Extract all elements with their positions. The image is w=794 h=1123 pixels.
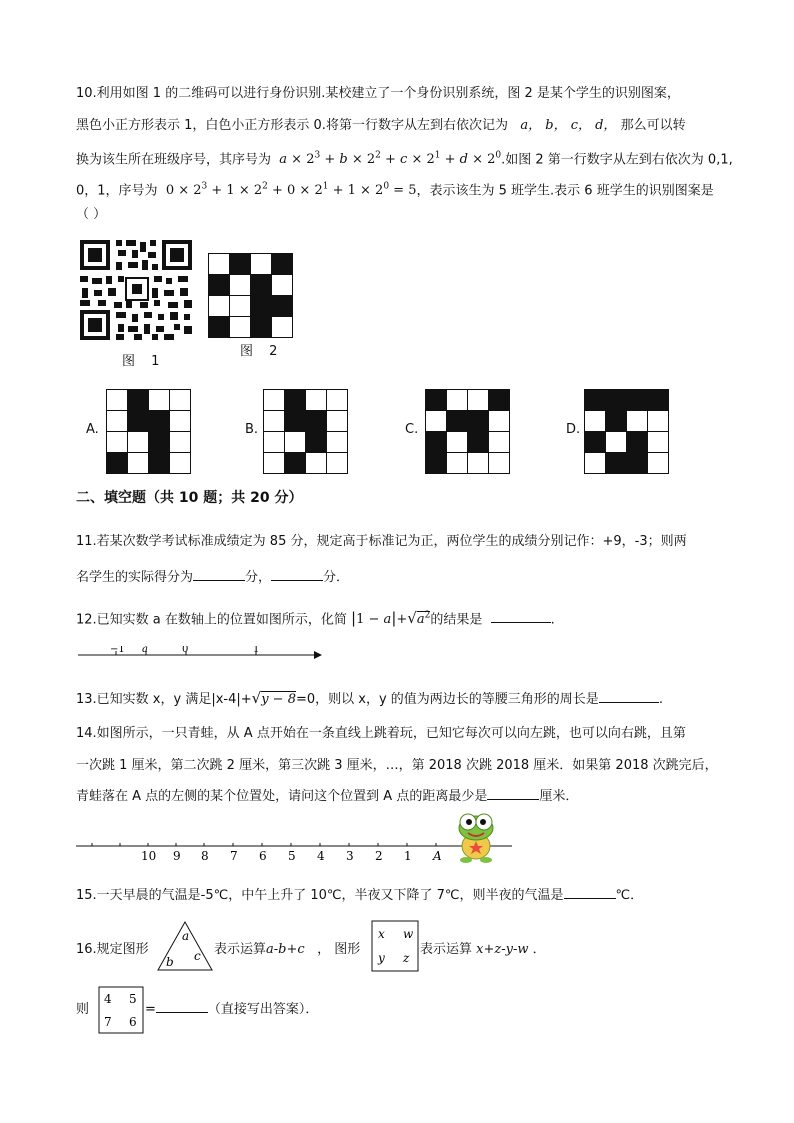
q16-op1: a-b+c — [266, 942, 305, 957]
fig2-cell — [230, 275, 250, 295]
fig2-cell — [209, 296, 229, 316]
q10-line2 — [76, 116, 686, 136]
q16-box2-bl: 7 — [104, 1015, 112, 1029]
q10-line4-tail: ，表示该生为 5 班学生.表示 6 班学生的识别图案是 — [416, 183, 714, 199]
option-b-cell — [285, 390, 305, 410]
option-b-cell — [285, 432, 305, 452]
q10-variables: a， b， c， d， — [512, 118, 617, 133]
q15-blank[interactable] — [564, 886, 616, 899]
option-d-cell — [585, 411, 605, 431]
q13-period: . — [658, 692, 663, 707]
q16-answer-line — [145, 1000, 318, 1020]
q16-box-z: z — [403, 951, 410, 965]
option-b-cell — [306, 432, 326, 452]
fig2-label: 图 2 — [240, 344, 284, 359]
option-b-cell — [264, 390, 284, 410]
option-c-cell — [489, 390, 509, 410]
q16-line-end — [420, 940, 546, 960]
option-a-cell — [149, 453, 169, 473]
option-d-cell — [606, 411, 626, 431]
fig2-cell — [230, 296, 250, 316]
fig2-cell — [209, 275, 229, 295]
option-d-cell — [585, 453, 605, 473]
qr-code-figure — [78, 238, 196, 342]
option-c-cell — [447, 453, 467, 473]
option-d-cell — [648, 432, 668, 452]
q16-then: 则 — [76, 1002, 90, 1017]
q12-expression: $|1 - a|+√a^2$ — [351, 609, 431, 628]
q12-text: 12.已知实数 a 在数轴上的位置如图所示，化简 — [76, 612, 347, 628]
fig2-cell — [251, 296, 271, 316]
option-a-grid[interactable] — [106, 389, 191, 474]
fig2-cell — [272, 254, 292, 274]
option-d-cell — [627, 411, 647, 431]
q12-tick-a: a — [142, 646, 148, 655]
q11-unit-2: 分． — [323, 570, 350, 585]
option-d-cell — [648, 411, 668, 431]
fig2-cell — [209, 254, 229, 274]
q10-example-formula: $0 \times 2^3 + 1 \times 2^2 + 0 \times 2^1 + 1 \times 2^0 = 5$ — [161, 182, 417, 199]
q14-axis-label: 5 — [288, 849, 296, 863]
q16-box-x: x — [378, 927, 385, 941]
option-d-cell — [606, 453, 626, 473]
option-a-cell — [107, 411, 127, 431]
q14-axis-label: 10 — [141, 849, 157, 863]
q14-unit: 厘米． — [539, 789, 579, 804]
option-b-cell — [285, 411, 305, 431]
option-c-label[interactable]: C. — [405, 422, 419, 437]
option-c-cell — [426, 453, 446, 473]
option-b-cell — [306, 411, 326, 431]
option-c-cell — [447, 432, 467, 452]
q14-axis-label: 4 — [317, 849, 325, 863]
q11-unit-1: 分， — [245, 570, 272, 585]
fig2-cell — [230, 317, 250, 337]
option-a-cell — [170, 432, 190, 452]
option-d-grid[interactable] — [584, 389, 669, 474]
q16-text-b: 表示运算 — [214, 942, 267, 957]
q10-formula: $a \times 2^3 + b \times 2^2 + c \times 2^1 + d \times 2^0$ — [275, 151, 502, 168]
option-a-cell — [128, 453, 148, 473]
q16-text-c: ， 图形 — [317, 942, 361, 957]
option-a-cell — [128, 390, 148, 410]
option-d-cell — [585, 390, 605, 410]
q11-line2 — [76, 568, 349, 588]
option-a-cell — [149, 390, 169, 410]
q10-line3-tail: .如图 2 第一行数字从左到右依次为 0,1, — [501, 152, 733, 168]
q14-axis-label: 2 — [375, 849, 383, 863]
option-b-cell — [264, 432, 284, 452]
q14-line3 — [76, 787, 578, 807]
option-b-label[interactable]: B. — [245, 422, 259, 437]
fig2-cell — [209, 317, 229, 337]
q15-line — [76, 886, 643, 906]
q14-axis-label: 7 — [230, 849, 238, 863]
fig2-cell — [272, 317, 292, 337]
q16-box-w: w — [403, 927, 414, 941]
option-d-label[interactable]: D. — [566, 422, 581, 437]
option-c-cell — [489, 453, 509, 473]
fig2-cell — [251, 317, 271, 337]
option-a-cell — [170, 390, 190, 410]
q16-line-mid — [214, 940, 360, 960]
q16-tail: （直接写出答案）． — [207, 1002, 319, 1017]
option-d-cell — [627, 390, 647, 410]
q14-blank[interactable] — [487, 787, 539, 800]
fig2-cell — [272, 296, 292, 316]
q12-tick-neg1: −1 — [110, 646, 125, 655]
option-a-cell — [107, 390, 127, 410]
q15-text: 15.一天早晨的气温是-5℃，中午上升了 10℃，半夜又下降了 7℃，则半夜的气温是 — [76, 888, 564, 903]
option-d-cell — [648, 453, 668, 473]
q10-line3 — [76, 146, 733, 170]
option-d-cell — [606, 390, 626, 410]
q16-box-y: y — [378, 951, 385, 965]
option-d-cell — [648, 390, 668, 410]
q14-number-line — [76, 810, 516, 866]
q16-box2-figure — [98, 986, 144, 1034]
q16-text-e: ． — [532, 942, 546, 957]
option-a-cell — [107, 453, 127, 473]
q14-axis-label: A — [433, 849, 442, 863]
q12-blank[interactable] — [491, 610, 551, 623]
option-d-cell — [627, 432, 647, 452]
q10-line2-tail: 那么可以转 — [620, 118, 686, 133]
option-b-cell — [306, 453, 326, 473]
q13-blank[interactable] — [599, 690, 659, 703]
fig1-label: 图 1 — [122, 354, 166, 369]
q10-line5: （ ） — [76, 207, 107, 222]
q12-line — [76, 606, 555, 630]
q14-axis-label: 6 — [259, 849, 267, 863]
option-b-grid[interactable] — [263, 389, 348, 474]
option-a-cell — [128, 411, 148, 431]
option-b-cell — [327, 453, 347, 473]
q14-line1: 14.如图所示，一只青蛙，从 A 点开始在一条直线上跳着玩，已知它每次可以向左跳，也可以向右跳，且第 — [76, 726, 686, 741]
q16-box2-br: 6 — [129, 1015, 137, 1029]
q16-tri-a: a — [182, 929, 190, 943]
q14-line3-text: 青蛙落在 A 点的左侧的某个位置处，请问这个位置到 A 点的距离最少是 — [76, 789, 488, 804]
option-c-cell — [468, 453, 488, 473]
option-c-cell — [468, 411, 488, 431]
q12-period: . — [550, 612, 555, 628]
q14-axis-label: 9 — [173, 849, 181, 863]
option-b-cell — [327, 390, 347, 410]
option-b-cell — [285, 453, 305, 473]
option-a-cell — [170, 411, 190, 431]
q15-unit: ℃． — [615, 888, 644, 903]
q13-text-b: =0，则以 x，y 的值为两边长的等腰三角形的周长是 — [295, 692, 599, 707]
fig2-cell — [251, 275, 271, 295]
q16-blank[interactable] — [156, 1000, 208, 1013]
option-b-cell — [327, 432, 347, 452]
option-b-cell — [264, 411, 284, 431]
fig2-cell — [272, 275, 292, 295]
q10-line4 — [76, 177, 714, 201]
q12-tick-1: 1 — [253, 646, 260, 655]
q16-op2: x+z-y-w — [476, 942, 529, 957]
option-d-cell — [606, 432, 626, 452]
q13-sqrt: √y − 8 — [251, 689, 296, 707]
q10-line4-text: 0，1，序号为 — [76, 183, 158, 199]
q10-line3-text: 换为该生所在班级序号，其序号为 — [76, 152, 272, 168]
q11-line1: 11.若某次数学考试标准成绩定为 85 分，规定高于标准记为正，两位学生的成绩分别记作：+9，-3；则两 — [76, 534, 687, 549]
fig2-cell — [251, 254, 271, 274]
q14-line2: 一次跳 1 厘米，第二次跳 2 厘米，第三次跳 3 厘米，…，第 2018 次跳 2018 厘米．如果第 2018 次跳完后， — [76, 758, 718, 773]
q16-box-figure — [371, 920, 419, 972]
q11-blank-2[interactable] — [271, 568, 323, 581]
option-a-label[interactable]: A. — [86, 422, 99, 437]
option-c-cell — [447, 411, 467, 431]
option-c-cell — [468, 432, 488, 452]
q14-axis-label: 8 — [201, 849, 209, 863]
option-d-cell — [585, 432, 605, 452]
frog-icon — [459, 814, 493, 863]
q12-tick-0: 0 — [182, 646, 189, 655]
option-c-cell — [447, 390, 467, 410]
q10-line1: 10.利用如图 1 的二维码可以进行身份识别.某校建立了一个身份识别系统，图 2 是某个学生的识别图案， — [76, 86, 680, 101]
q16-tri-c: c — [194, 949, 201, 963]
option-c-grid[interactable] — [425, 389, 510, 474]
option-c-cell — [489, 411, 509, 431]
q16-tri-b: b — [166, 955, 174, 969]
q16-eq: = — [145, 1002, 156, 1017]
q13-text: 13.已知实数 x，y 满足|x-4|+ — [76, 692, 252, 707]
q14-axis-label: 3 — [346, 849, 354, 863]
option-a-cell — [170, 453, 190, 473]
option-b-cell — [327, 411, 347, 431]
option-d-cell — [627, 453, 647, 473]
fig2-cell — [230, 254, 250, 274]
section-heading: 二、填空题（共 10 题；共 20 分） — [76, 490, 303, 506]
q13-line — [76, 688, 663, 710]
q14-axis-label: 1 — [404, 849, 412, 863]
fig2-pattern-grid — [208, 253, 293, 338]
option-c-cell — [468, 390, 488, 410]
q16-box2-tr: 5 — [129, 992, 137, 1006]
option-c-cell — [426, 432, 446, 452]
option-b-cell — [264, 453, 284, 473]
q16-text-d: 表示运算 — [420, 942, 473, 957]
q11-line2-text: 名学生的实际得分为 — [76, 570, 194, 585]
q16-text: 16.规定图形 — [76, 942, 149, 957]
q10-line2-text: 黑色小正方形表示 1，白色小正方形表示 0.将第一行数字从左到右依次记为 — [76, 118, 508, 133]
option-b-cell — [306, 390, 326, 410]
q16-triangle-figure — [156, 920, 214, 972]
option-c-cell — [489, 432, 509, 452]
option-a-cell — [128, 432, 148, 452]
q12-text-b: 的结果是 — [430, 612, 483, 628]
option-a-cell — [149, 432, 169, 452]
q16-box2-tl: 4 — [104, 992, 112, 1006]
option-a-cell — [149, 411, 169, 431]
option-c-cell — [426, 390, 446, 410]
q11-blank-1[interactable] — [193, 568, 245, 581]
option-c-cell — [426, 411, 446, 431]
q12-number-line — [76, 646, 326, 670]
q16-line — [76, 940, 149, 960]
option-a-cell — [107, 432, 127, 452]
